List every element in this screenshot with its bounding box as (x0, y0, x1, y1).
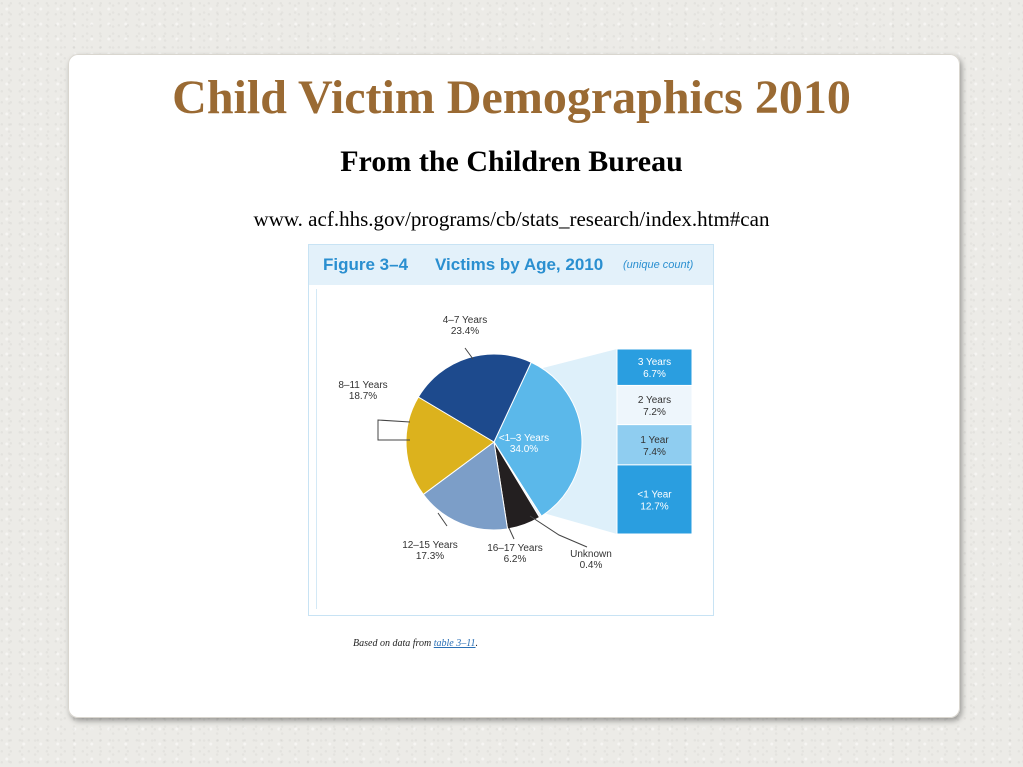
figure-number: Figure 3–4 (323, 255, 409, 274)
breakdown-label-2-years: 2 Years (637, 395, 672, 407)
breakdown-label-3-years: 3 Years (637, 357, 672, 369)
slide-title: Child Victim Demographics 2010 (172, 71, 851, 124)
slice-label-12-15-years: 12–15 Years (402, 540, 458, 551)
breakdown-value-3-years: 6.7% (643, 369, 666, 381)
breakdown-label-1-year: <1 Year (637, 489, 672, 501)
source-url[interactable]: www. acf.hhs.gov/programs/cb/stats_research/index.htm#can (253, 207, 770, 231)
figure-panel (308, 244, 714, 649)
figure-note: (unique count) (623, 259, 694, 271)
slice-label-16-17-years: 16–17 Years (487, 543, 543, 554)
breakdown-value-1-year: 12.7% (640, 501, 669, 513)
figure-caption (353, 638, 478, 649)
breakdown-value-2-years: 7.2% (643, 407, 666, 419)
figure-header (309, 245, 713, 285)
breakdown-label-1-year: 1 Year (640, 434, 669, 446)
slice-value-16-17-years: 6.2% (503, 554, 527, 565)
caption-suffix: . (475, 638, 479, 649)
pie-chart (317, 289, 709, 609)
slice-value-unknown: 0.4% (579, 560, 603, 571)
slice-value-1-3-years: 34.0% (509, 444, 539, 455)
breakdown-value-1-year: 7.4% (643, 446, 666, 458)
figure-title: Victims by Age, 2010 (435, 255, 604, 274)
slice-value-8-11-years: 18.7% (348, 391, 378, 402)
slice-label-8-11-years: 8–11 Years (338, 380, 388, 391)
slice-label-1-3-years: <1–3 Years (498, 433, 550, 444)
leader-line-16-17-years (509, 528, 514, 539)
leader-line-8-11-years (378, 420, 410, 440)
caption-prefix: Based on data from (353, 638, 432, 649)
figure-body (316, 289, 709, 649)
slice-value-4-7-years: 23.4% (450, 326, 480, 337)
caption-table-link[interactable]: table 3–11 (433, 638, 476, 649)
slice-label-4-7-years: 4–7 Years (442, 315, 488, 326)
slice-value-12-15-years: 17.3% (415, 551, 445, 562)
slice-label-unknown: Unknown (570, 549, 612, 560)
slide-subtitle: From the Children Bureau (340, 145, 683, 178)
